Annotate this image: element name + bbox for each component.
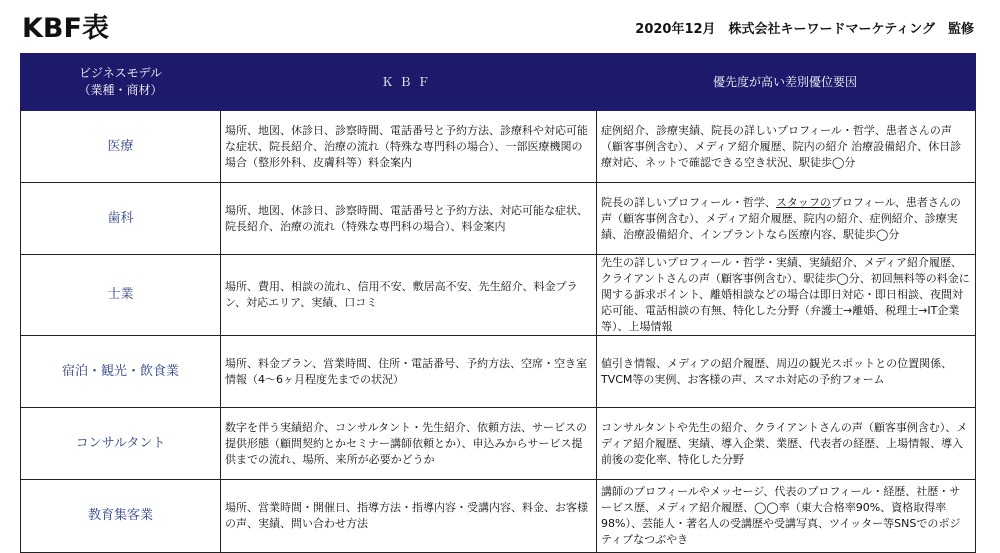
- header-differentiators: 優先度が高い差別優位要因: [597, 54, 976, 111]
- header-kbf: ＫＢＦ: [221, 54, 597, 111]
- row-differentiators: [597, 183, 976, 255]
- row-kbf: 場所、営業時間・開催日、指導方法・指導内容・受講内容、料金、お客様の声、実績、問い合わせ方法: [221, 480, 597, 553]
- header-business-model: [21, 54, 221, 111]
- kbf-table: [20, 53, 976, 553]
- row-business-model: 士業: [21, 255, 221, 336]
- table-row: [21, 336, 976, 408]
- page-title: KBF表: [22, 13, 109, 44]
- header-business-model-line2: （業種・商材）: [78, 83, 163, 97]
- row-kbf: 場所、地図、休診日、診察時間、電話番号と予約方法、診療科や対応可能な症状、院長紹介、治療の流れ（特殊な専門科の場合）、一部医療機関の場合（整形外科、皮膚科等）料金案内: [221, 111, 597, 183]
- table-header-row: [21, 54, 976, 111]
- row-business-model: 宿泊・観光・飲食業: [21, 336, 221, 408]
- row-business-model: 歯科: [21, 183, 221, 255]
- table-row: [21, 111, 976, 183]
- row-kbf: 数字を伴う実績紹介、コンサルタント・先生紹介、依頼方法、サービスの提供形態（顧問契約とかセミナー講師依頼とか）、申込みからサービス提供までの流れ、場所、来所が必要かどうか: [221, 408, 597, 480]
- row-kbf: 場所、地図、休診日、診察時間、電話番号と予約方法、対応可能な症状、院長紹介、治療の流れ（特殊な専門科の場合）、料金案内: [221, 183, 597, 255]
- row-differentiators: 症例紹介、診療実績、院長の詳しいプロフィール・哲学、患者さんの声（顧客事例含む）、メディア紹介履歴、院内の紹介 治療設備紹介、休日診療対応、ネットで確認できる空き状況、駅徒歩◯分: [597, 111, 976, 183]
- row-differentiators: 先生の詳しいプロフィール・哲学・実績、実績紹介、メディア紹介履歴、クライアントさんの声（顧客事例含む）、駅徒歩◯分、初回無料等の料金に関する訴求ポイント、離婚相談などの場合は即日対応・即日相談、夜間対応可能、電話相談の有無、特化した分野（弁護士→離婚、税理士→IT企業 等）、上場情報: [597, 255, 976, 336]
- row-differentiators: コンサルタントや先生の紹介、クライアントさんの声（顧客事例含む）、メディア紹介履歴、実績、導入企業、業歴、代表者の経歴、上場情報、導入前後の変化率、特化した分野: [597, 408, 976, 480]
- diff-text-after: プロフィール、患者さんの声（顧客事例含む）、メディア紹介履歴、院内の紹介、症例紹介、診療実績、治療設備紹介、インプラントなら医療内容、駅徒歩◯分: [601, 195, 961, 241]
- table-row: [21, 408, 976, 480]
- row-differentiators: 値引き情報、メディアの紹介履歴、周辺の観光スポットとの位置関係、TVCM等の実例、お客様の声、スマホ対応の予約フォーム: [597, 336, 976, 408]
- row-differentiators: 講師のプロフィールやメッセージ、代表のプロフィール・経歴、社歴・サービス歴、メディア紹介履歴、◯◯率（東大合格率90%、資格取得率98%）、芸能人・著名人の受講歴や受講写真、ツイッター等SNSでのポジティブなつぶやき: [597, 480, 976, 553]
- row-kbf: 場所、費用、相談の流れ、信用不安、敷居高不安、先生紹介、料金プラン、対応エリア、実績、口コミ: [221, 255, 597, 336]
- row-business-model: 医療: [21, 111, 221, 183]
- page-subtitle: 2020年12月 株式会社キーワードマーケティング 監修: [635, 22, 974, 37]
- row-kbf: 場所、料金プラン、営業時間、住所・電話番号、予約方法、空席・空き室情報（4〜6ヶ月程度先までの状況）: [221, 336, 597, 408]
- header-business-model-line1: ビジネスモデル: [78, 66, 163, 80]
- diff-text-underlined: スタッフの: [775, 195, 831, 209]
- table-row: [21, 183, 976, 255]
- table-row: [21, 480, 976, 553]
- table-row: [21, 255, 976, 336]
- diff-text-before: 院長の詳しいプロフィール・哲学、: [601, 195, 776, 209]
- row-business-model: 教育集客業: [21, 480, 221, 553]
- row-business-model: コンサルタント: [21, 408, 221, 480]
